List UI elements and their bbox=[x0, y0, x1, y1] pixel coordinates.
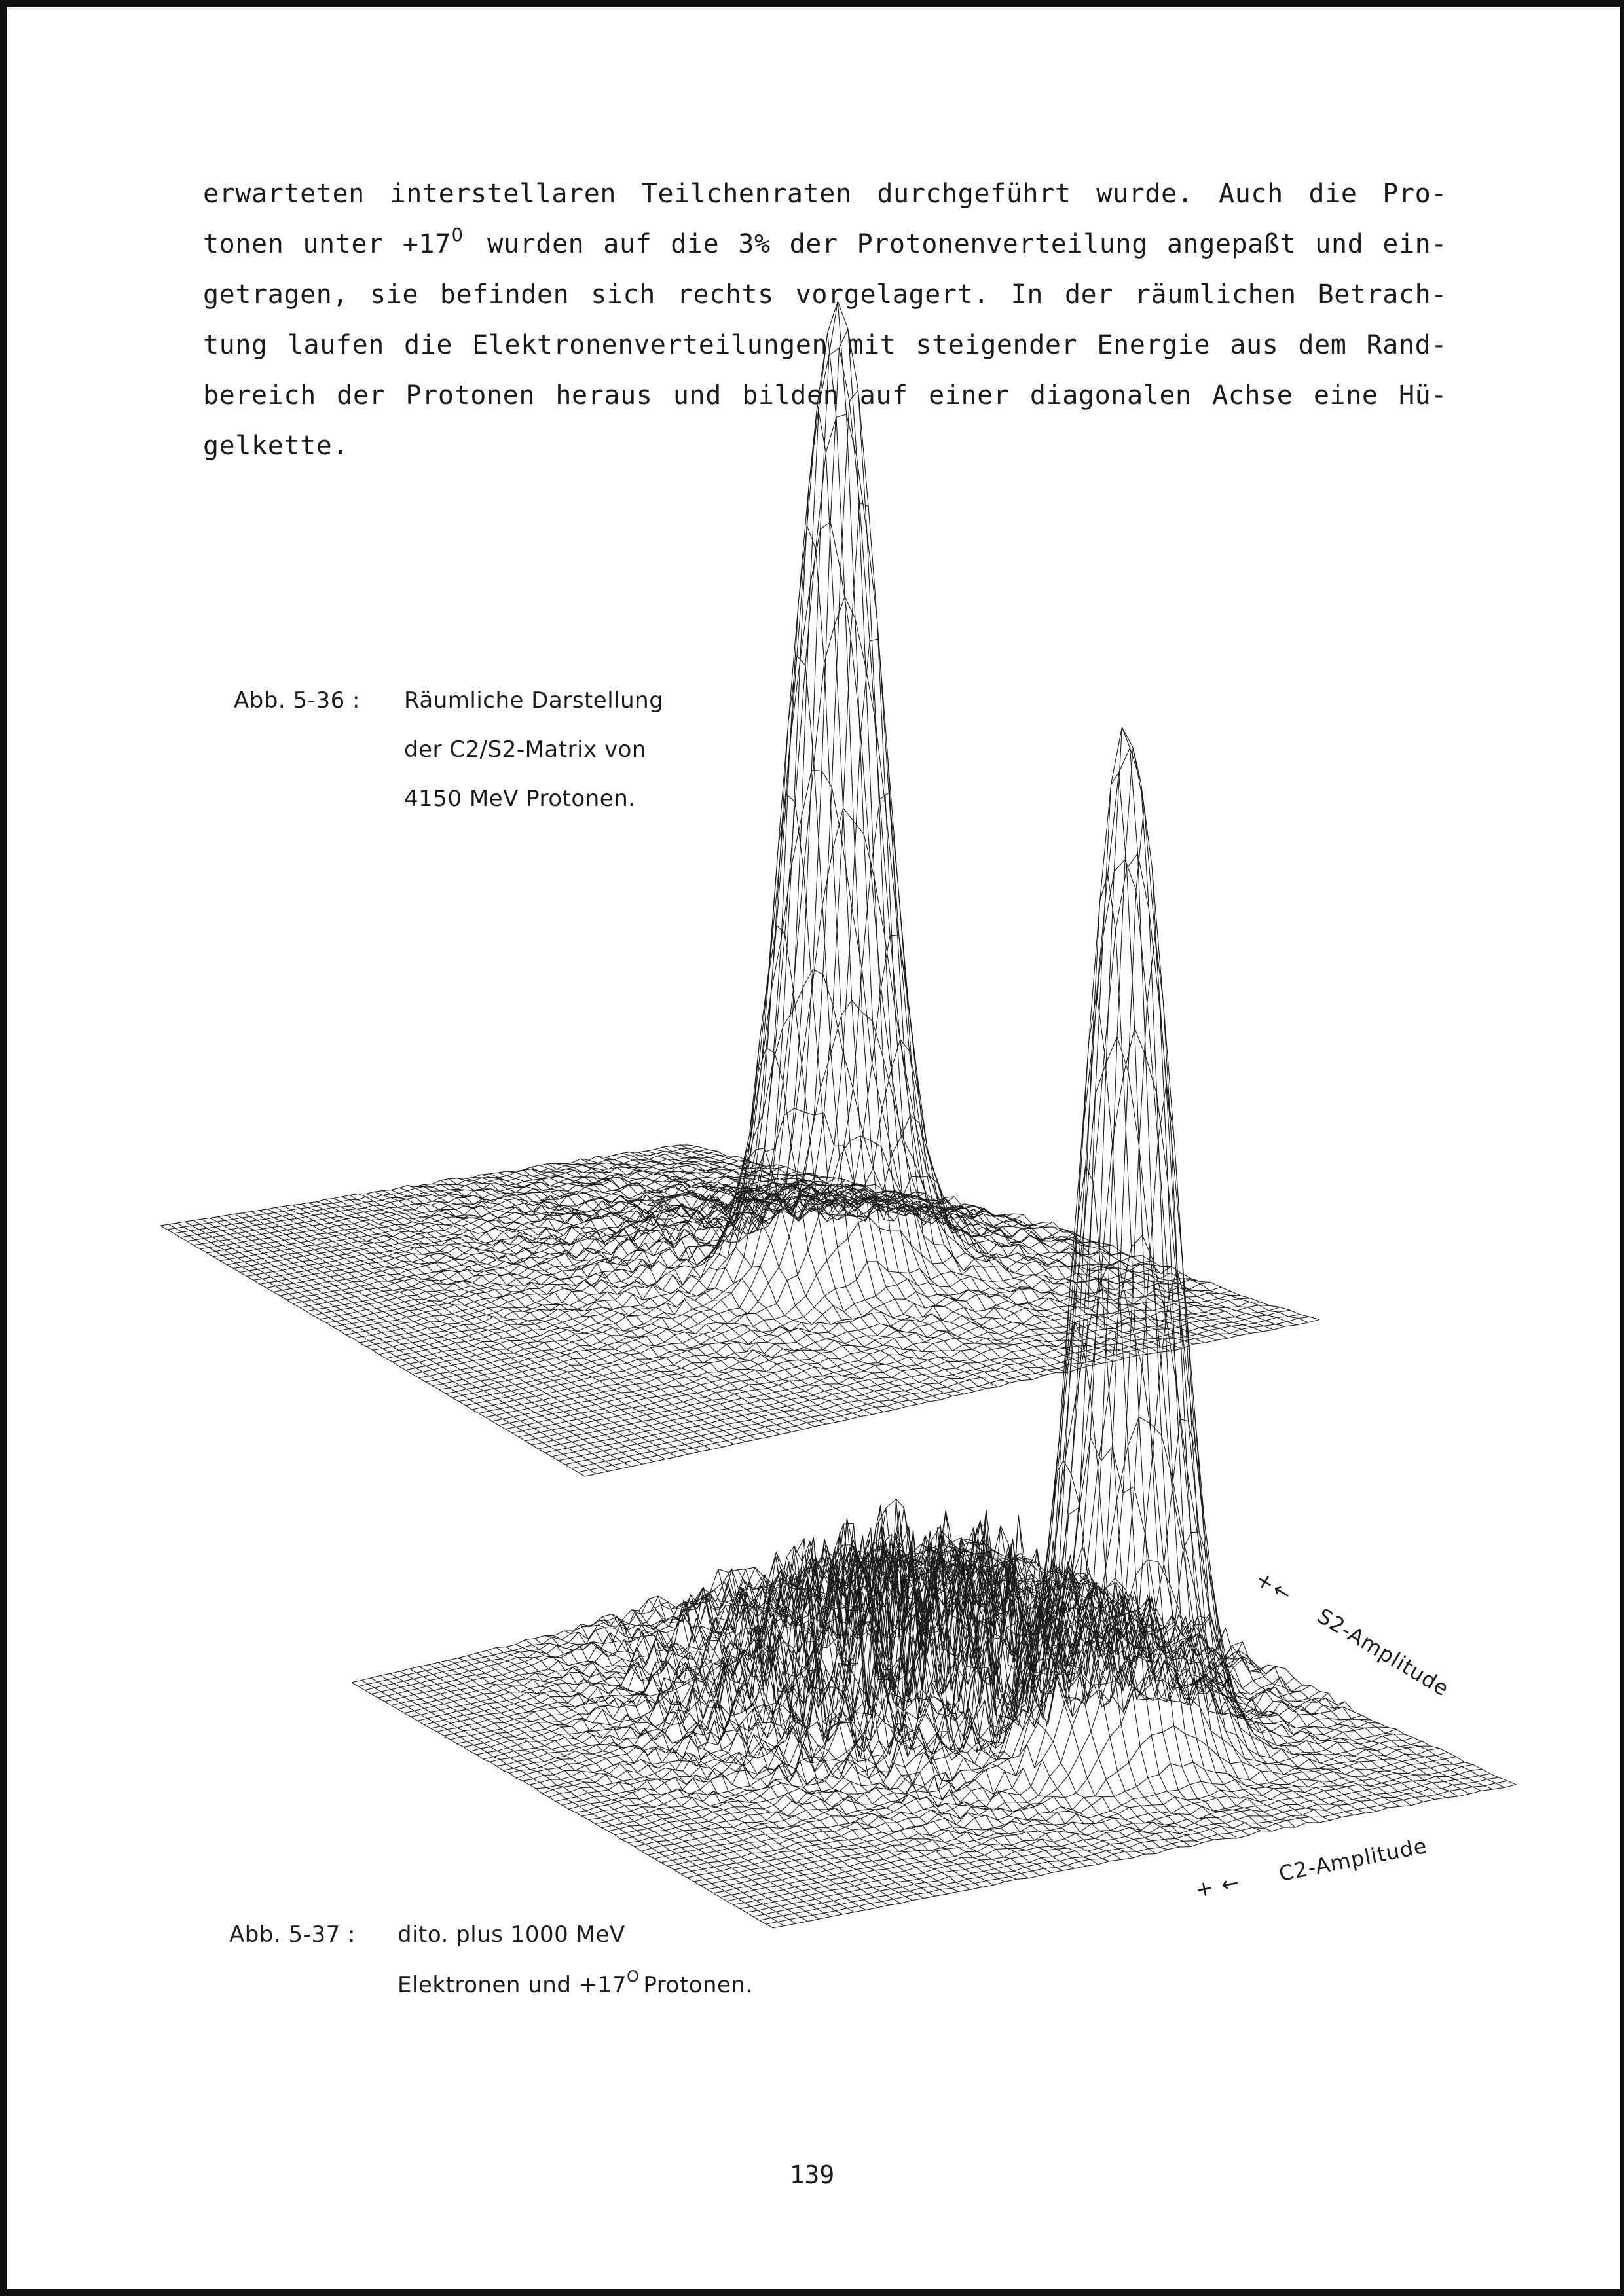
paragraph-line: erwarteten interstellaren Teilchenraten durchgeführt wurde. Auch die Pro- bbox=[203, 179, 1447, 209]
caption-line: dito. plus 1000 MeV bbox=[397, 1922, 625, 1948]
c2-axis-annotation bbox=[1193, 1833, 1429, 1903]
c2-axis-label: C2-Amplitude bbox=[1276, 1832, 1430, 1887]
paragraph-line-rest: wurden auf die 3% der Protonenverteilung angepaßt und ein- bbox=[487, 229, 1448, 259]
surface-plot-4150-mev-protons bbox=[160, 301, 1320, 1476]
caption-line bbox=[397, 1967, 753, 1998]
paragraph-line: bereich der Protonen heraus und bilden auf einer diagonalen Achse eine Hü- bbox=[203, 380, 1447, 410]
paragraph-line: getragen, sie befinden sich rechts vorgelagert. In der räumlichen Betrach- bbox=[203, 280, 1447, 310]
caption-line: der C2/S2-Matrix von bbox=[404, 737, 646, 763]
caption-line: Räumliche Darstellung bbox=[404, 687, 664, 714]
c2-axis-arrow: ← bbox=[1219, 1869, 1242, 1898]
page-number: 139 bbox=[789, 2160, 835, 2189]
s2-axis-marker: + bbox=[1251, 1566, 1280, 1597]
surface-mesh-upper bbox=[160, 301, 1320, 1476]
paragraph-line: tung laufen die Elektronenverteilungen mit steigender Energie aus dem Rand- bbox=[203, 330, 1447, 360]
degree-superscript: O bbox=[626, 1967, 640, 1986]
s2-axis-label: S2-Amplitude bbox=[1313, 1603, 1454, 1702]
caption-label: Abb. 5-37 : bbox=[229, 1922, 356, 1948]
paragraph-line: gelkette. bbox=[203, 431, 349, 461]
caption-line-start: Elektronen und +17 bbox=[397, 1972, 627, 1998]
caption-line-end: Protonen. bbox=[643, 1972, 753, 1998]
caption-line: 4150 MeV Protonen. bbox=[404, 786, 636, 812]
degree-superscript: O bbox=[451, 224, 464, 246]
s2-axis-annotation bbox=[1251, 1566, 1454, 1701]
s2-axis-arrow: ← bbox=[1268, 1576, 1297, 1607]
caption-label: Abb. 5-36 : bbox=[234, 687, 360, 714]
paragraph-line-start: tonen unter +17 bbox=[203, 229, 451, 259]
c2-axis-marker: + bbox=[1193, 1874, 1216, 1903]
